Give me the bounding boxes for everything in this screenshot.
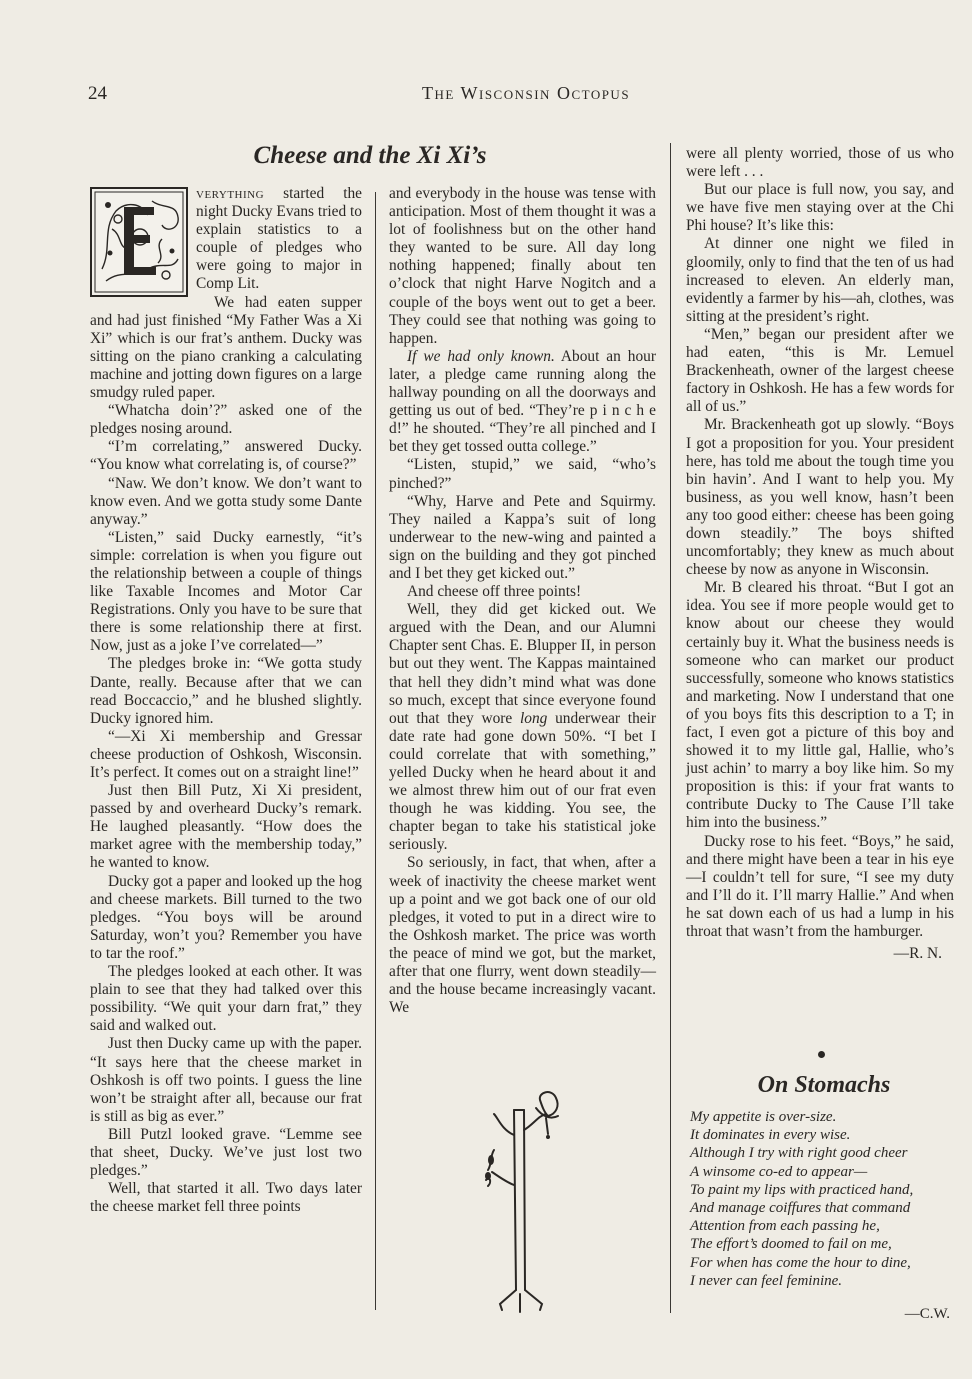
paragraph: The pledges broke in: “We gotta study Dante, really. Because after that we can read Boccaccio,” and he blushed slightly. Ducky ignored him. [90, 655, 362, 727]
poem-line: My appetite is over-size. [690, 1109, 837, 1125]
paragraph: and everybody in the house was tense with anticipation. Most of them thought it was a lot of foolishness but on the other hand they wanted to be sure. All day long nothing happened; finally about ten o’clock that night Harve Nogitch and a couple of the boys went out to get a beer. They could see that nothing was going to happen. [389, 185, 656, 347]
page-number: 24 [88, 83, 107, 104]
paragraph: And cheese off three points! [407, 583, 582, 601]
article-column-1 [90, 185, 362, 1216]
magazine-title: The Wisconsin Octopus [422, 83, 631, 103]
paragraph: “—Xi Xi membership and Gressar cheese production of Oshkosh, Wisconsin. It’s perfect. It comes out on a straight line!” [90, 727, 362, 781]
opening-word: verything [196, 185, 265, 202]
article-title: Cheese and the Xi Xi’s [253, 142, 487, 169]
paragraph: At dinner one night we filed in gloomily, only to find that the ten of us had increased to eleven. An elderly man, evidently a farmer by his—ah, clothes, was sitting at the president’s right. [686, 235, 954, 325]
article-signature: —R. N. [893, 945, 942, 963]
paragraph: The pledges looked at each other. It was plain to see that they had talked over this possibility. “We quit your darn frat,” they said and walked out. [90, 963, 362, 1035]
poem-line: To paint my lips with practiced hand, [690, 1181, 914, 1198]
paragraph [389, 601, 656, 854]
article-column-2 [389, 185, 656, 1017]
ornate-letter-e-icon [92, 189, 186, 295]
poem-title: On Stomachs [757, 1072, 891, 1098]
italic-text: long [519, 709, 548, 727]
paragraph: “Listen, stupid,” we said, “who’s pinched?” [389, 456, 656, 492]
paragraph: “Whatcha doin’?” asked one of the pledges nosing around. [90, 402, 362, 438]
paragraph: We had eaten supper and had just finished “My Father Was a Xi Xi” which is our frat’s anthem. Ducky was sitting on the piano cranking a calculating machine and jotting down figures on a large smudgy ruled paper. [90, 293, 362, 402]
section-bullet-icon [818, 1051, 825, 1058]
paragraph: “Men,” began our president after we had eaten, “this is Mr. Lemuel Brackenheath, owner of the largest cheese factory in Oshkosh. He has a few words for all of us.” [686, 325, 954, 416]
poem-line: I never can feel feminine. [690, 1272, 843, 1289]
paragraph: Bill Putzl looked grave. “Lemme see that sheet, Ducky. We’ve just lost two pledges.” [90, 1125, 362, 1180]
poem-line: Attention from each passing he, [690, 1218, 880, 1235]
paragraph: were all plenty worried, those of us who were left . . . [686, 145, 954, 181]
poem-line: Although I try with right good cheer [690, 1145, 908, 1162]
italic-text: If we had only known. [407, 347, 555, 365]
poem-signature: —C.W. [904, 1306, 950, 1322]
article-column-3 [686, 145, 954, 963]
column-rule-left [375, 192, 376, 1310]
paragraph: “I’m correlating,” answered Ducky. “You know what correlating is, of course?” [90, 438, 362, 474]
opening-paragraph [90, 185, 362, 294]
dropcap-ornament [90, 187, 188, 297]
paragraph: Just then Bill Putz, Xi Xi president, passed by and overheard Ducky’s remark. He laughed pleasantly. “How does the market agree with the membership today,” he wanted to know. [90, 782, 362, 872]
hat-rack-illustration [480, 1090, 570, 1320]
poem-body [690, 1108, 960, 1290]
paragraph: Mr. Brackenheath got up slowly. “Boys I got a proposition for you. Your president here, has told me about the tough time you bin havin’. And I want to help you. My business, as you well know, hasn’t been any too good either: cheese has been going down steadily.” The boys shifted uncomfortably; they knew as much about cheese by now as anyone in Wisconsin. [686, 416, 954, 579]
paragraph-text: Well, they did get kicked out. We argued with the Dean, and our Alumni Chapter sent Chas. E. Blupper II, in person but out they went. The Kappas maintained that hell they didn’t mind what was done so much, except that since everyone found out that they wore [389, 601, 656, 727]
paragraph: Ducky got a paper and looked up the hog and cheese markets. Bill turned to the two pledges. “You boys will be around Saturday, won’t you? Remember you have to tar the roof.” [90, 872, 362, 962]
paragraph: “Why, Harve and Pete and Squirmy. They nailed a Kappa’s suit of long underwear to the new-wing and painted a sign on the building and they got pinched and I bet they get kicked out.” [389, 492, 656, 582]
paragraph: “Naw. We don’t know. We don’t want to know even. And we gotta study some Dante anyway.” [90, 474, 362, 528]
poem-line: The effort’s doomed to fail on me, [690, 1236, 892, 1253]
paragraph-text: About an hour later, a pledge came running along the hallway pounding on all the doorways and getting us out of bed. “They’re p i n c h e d!” he shouted. “They’re all pinched and I bet they get tossed outta college.” [389, 347, 656, 456]
paragraph: Just then Ducky came up with the paper. “It says here that the cheese market in Oshkosh is off two points. I guess the line won’t be straight after all, because our frat is still as big as ever.” [90, 1035, 362, 1125]
paragraph: Mr. B cleared his throat. “But I got an idea. You see if more people would get to know about our cheese they would certainly buy it. What the business needs is someone who can market our product successfully, someone who knows statistics and marketing. Now I understand that one of you boys fits this description to a T; in fact, I even got a picture of this boy and showed it to my little gal, Hallie, who’s just achin’ to marry a boy like him. So my proposition is this: if your frat wants to contribute Ducky to The Cause I’ll take him into the business.” [686, 579, 954, 832]
poem-line: For when has come the hour to dine, [690, 1254, 911, 1271]
paragraph: So seriously, in fact, that when, after a week of inactivity the cheese market went up a point and we got back one of our old pledges, it voted to put in a direct wire to the Oshkosh market. The price was worth the peace of mind we got, but the market, after that one flurry, went down steadily—and the house became increasingly vacant. We [389, 854, 656, 1017]
poem-line: It dominates in every wise. [690, 1127, 851, 1144]
paragraph [389, 348, 656, 457]
paragraph: But our place is full now, you say, and we have five men staying over at the Chi Phi house? It’s like this: [686, 181, 954, 235]
poem-line: A winsome co-ed to appear— [690, 1163, 868, 1180]
column-rule-right [670, 143, 671, 1313]
poem-line: And manage coiffures that command [690, 1200, 911, 1217]
paragraph: Ducky rose to his feet. “Boys,” he said, and there might have been a tear in his eye—I couldn’t tell for sure, “I see my duty and I’ll do it. I’ll marry Hallie.” And when he sat down each of us had a lump in his throat that wasn’t from the hamburger. [686, 832, 954, 941]
paragraph: “Listen,” said Ducky earnestly, “it’s simple: correlation is when you figure out the relationship between a couple of things like Taxable Incomes and Motor Car Registrations. Only you have to be sure that there is some relationship there at first. Now, just as a joke I’ve correlated—” [90, 528, 362, 655]
paragraph: Well, that started it all. Two days later the cheese market fell three points [90, 1180, 362, 1216]
page-header [88, 83, 948, 111]
opening-text: started the night Ducky Evans tried to explain statistics to a couple of pledges who were going to major in Comp Lit. [196, 185, 362, 293]
paragraph-text: underwear their date rate had gone down 50%. “I bet I could correlate that with something,” yelled Ducky when he heard about it and we almost threw him out of our frat even though he was kidding. You see, the chapter began to take his statistical joke seriously. [389, 709, 656, 854]
